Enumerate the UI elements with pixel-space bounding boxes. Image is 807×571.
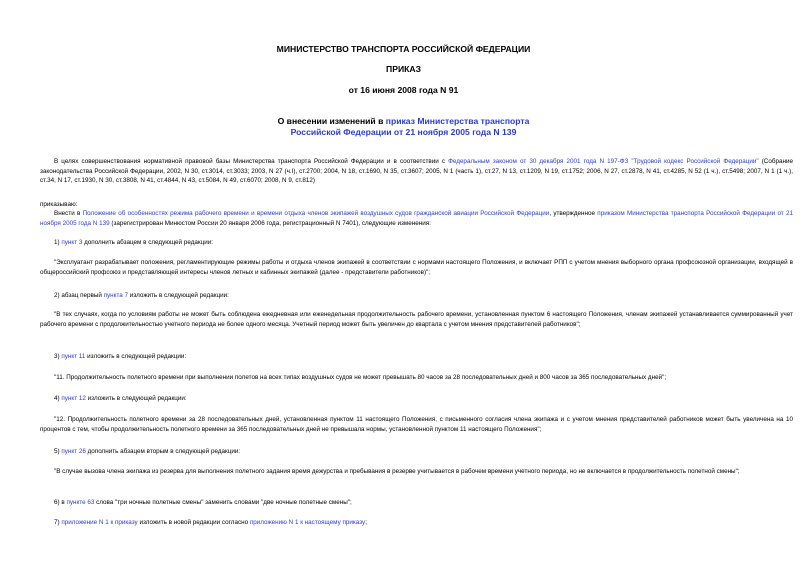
- labor-code-link[interactable]: Федеральным законом от 30 декабря 2001 года N 197-ФЗ "Трудовой кодекс Российской Федерации": [448, 158, 759, 165]
- quote-1: "Эксплуатант разрабатывает положения, регламентирующие режимы работы и отдыха членов экипажей в соответствии с нормами настоящего Положения, и включает РПП с учетом мнения выборного органа профсоюзной организации, входящей в общероссийский профсоюз и представляющей интересы членов летных и кабинных экипажей (далее - представители работников)";: [40, 259, 793, 276]
- order-word: приказываю:: [40, 201, 78, 208]
- item-5-link[interactable]: пункт 26: [61, 448, 86, 455]
- ministry-heading: МИНИСТЕРСТВО ТРАНСПОРТА РОССИЙСКОЙ ФЕДЕРАЦИИ: [276, 44, 531, 54]
- item-5: [40, 447, 793, 457]
- item-7-text: изложить в новой редакции согласно: [137, 519, 250, 526]
- item-4: [40, 394, 793, 404]
- quote-5: "В случае вызова члена экипажа из резерва для выполнения полетного задания время дежурства и пребывания в резерве учитывается в рабочем времени учетного периода, но не включается в продолжительность полетной смены";: [54, 468, 740, 475]
- doc-title-prefix: О внесении изменений в: [277, 116, 386, 126]
- doc-date: от 16 июня 2008 года N 91: [348, 85, 459, 95]
- amend-text-1: Внести в: [54, 210, 83, 217]
- intro-paragraph: [40, 157, 793, 186]
- item-2-link[interactable]: пункта 7: [103, 292, 129, 299]
- item-1-num: 1): [54, 239, 62, 246]
- doc-type-heading: ПРИКАЗ: [386, 64, 421, 74]
- item-7-link-2[interactable]: приложению N 1 к настоящему приказу: [249, 519, 366, 526]
- doc-title: [0, 116, 807, 137]
- title-order-link-line2[interactable]: Российской Федерации от 21 ноября 2005 года N 139: [290, 126, 517, 137]
- item-6-text-2: слова "три ночные полетные смены" заменить словами "две ночные полетные смены";: [94, 499, 352, 506]
- intro-text-1: В целях совершенствования нормативной правовой базы Министерства транспорта Российской Федерации и в соответствии с: [54, 158, 449, 165]
- item-3-num: 3): [54, 353, 62, 360]
- quote-2: "В тех случаях, когда по условиям работы не может быть соблюдена ежедневная или еженедельная продолжительность рабочего времени, установленная пунктом 6 настоящего Положения, членам экипажей устанавливается суммированный учет рабочего времени с продолжительностью учетного периода не более одного месяца. Учетный период может быть увеличен до квартала с учетом мнения представителей работников";: [40, 311, 793, 328]
- item-4-text: изложить в следующей редакции:: [85, 395, 187, 402]
- amend-text-3: (зарегистрирован Минюстом России 20 января 2006 года, регистрационный N 7401), следующие изменения:: [109, 219, 431, 227]
- quote-3: "11. Продолжительность полетного времени при выполнении полетов на всех типах воздушных судов не может превышать 80 часов за 28 последовательных дней и 800 часов за 365 последовательных дней";: [54, 374, 667, 381]
- item-5-text: дополнить абзацем вторым в следующей редакции:: [85, 448, 241, 455]
- item-7-end: ;: [365, 519, 367, 526]
- item-3-text: изложить в следующей редакции:: [85, 353, 187, 360]
- amend-paragraph: [40, 209, 793, 228]
- item-1: [40, 238, 793, 248]
- item-6: [40, 498, 793, 508]
- order-139-link[interactable]: приказом Министерства транспорта Российской Федерации от 21 ноября 2005 года N 139: [40, 210, 793, 227]
- item-3: [40, 352, 793, 362]
- item-2: [40, 291, 793, 301]
- item-7: [40, 518, 793, 528]
- item-6-text-1: 6) в: [54, 499, 67, 506]
- item-1-link[interactable]: пункт 3: [61, 239, 83, 246]
- item-2-text-1: 2) абзац первый: [54, 292, 104, 299]
- intro-text-2: (Собрание законодательства Российской Федерации, 2002, N 30, ст.3014, ст.3033; 2003, N 27 (ч.I), ст.2700; 2004, N 18, ст.1690, N 35, ст.3607; 2005, N 1 (часть 1), ст.27, N 13, ст.1209, N 19, ст.1752; 2006, N 27, ст.2878, N 41, ст.4285, N 52 (1 ч.), ст.5498; 2007, N 1 (1 ч.), ст.34, N 17, ст.1930, N 30, ст.3808, N 41, ст.4844, N 43, ст.5084, N 49, ст.6070; 2008, N 9, ст.812): [40, 158, 793, 185]
- item-7-link-1[interactable]: приложение N 1 к приказу: [61, 519, 138, 526]
- amend-text-2: , утвержденное: [549, 210, 598, 217]
- title-order-link-line1[interactable]: приказ Министерства транспорта: [385, 116, 530, 126]
- regulation-link[interactable]: Положение об особенностях режима рабочего времени и времени отдыха членов экипажей воздушных судов гражданской авиации Российской Федерации: [82, 210, 550, 217]
- item-4-num: 4): [54, 395, 62, 402]
- item-3-link[interactable]: пункт 11: [61, 353, 86, 360]
- item-5-num: 5): [54, 448, 62, 455]
- item-1-text: дополнить абзацем в следующей редакции:: [82, 239, 214, 246]
- item-2-text-2: изложить в следующей редакции:: [128, 292, 229, 299]
- item-7-num: 7): [54, 519, 62, 526]
- item-6-link[interactable]: пункте 63: [66, 499, 95, 506]
- quote-4: "12. Продолжительность полетного времени за 28 последовательных дней, установленная пунктом 11 настоящего Положения, с письменного согласия члена экипажа и с учетом мнения представителей работников может быть увеличена на 10 процентов с тем, чтобы продолжительность полетного времени за 365 последовательных дней не превышала нормы, установленной пунктом 11 настоящего Положения";: [40, 416, 793, 433]
- item-4-link[interactable]: пункт 12: [61, 395, 86, 402]
